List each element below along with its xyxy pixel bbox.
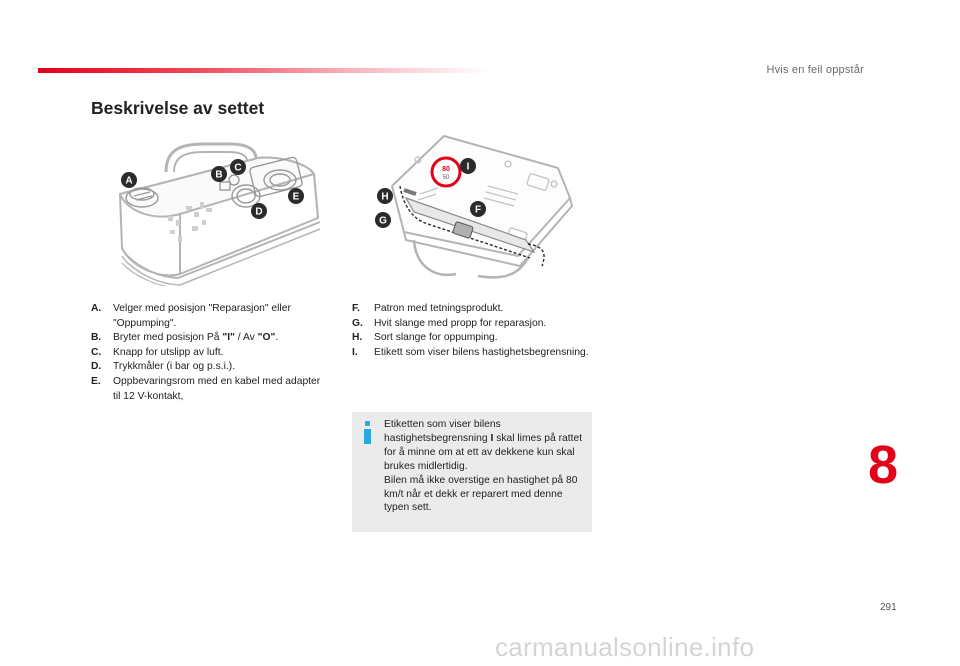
legend-key: I. <box>352 346 358 358</box>
legend-item-i <box>352 346 590 361</box>
legend-text: Knapp for utslipp av luft. <box>113 346 224 358</box>
info-text-second: Bilen må ikke overstige en hastighet på 80 km/t når et dekk er reparert med denne typen sett. <box>384 474 578 514</box>
legend-item-e <box>91 375 323 404</box>
legend-item-c <box>91 346 323 361</box>
section-header: Hvis en feil oppstår <box>766 64 864 76</box>
info-box <box>352 412 592 532</box>
legend-key: B. <box>91 332 102 344</box>
callout-d: D <box>255 206 263 218</box>
legend-key: G. <box>352 317 363 329</box>
legend-bold-off: "O" <box>257 332 276 344</box>
legend-text: Etikett som viser bilens hastighetsbegrensning. <box>374 346 589 358</box>
callout-a: A <box>125 175 133 187</box>
legend-bold-on: "I" <box>222 332 235 344</box>
legend-text: Sort slange for oppumping. <box>374 332 498 344</box>
page-title: Beskrivelse av settet <box>91 98 265 118</box>
info-text-part: Etiketten som viser bilens hastighetsbegrensning <box>384 419 501 444</box>
legend-text: Patron med tetningsprodukt. <box>374 303 504 314</box>
legend-key: E. <box>91 375 101 387</box>
kit-compressor-drawing <box>108 136 328 286</box>
page-number: 291 <box>880 602 897 613</box>
speed-label-bottom: 50 <box>442 175 450 181</box>
legend-text: Hvit slange med propp for reparasjon. <box>374 317 547 329</box>
legend-left <box>91 302 323 404</box>
legend-item-a <box>91 302 323 331</box>
legend-key: F. <box>352 303 361 314</box>
legend-text: Trykkmåler (i bar og p.s.i.). <box>113 361 236 373</box>
legend-key: D. <box>91 361 102 373</box>
legend-item-g <box>352 317 590 332</box>
speed-limit-label <box>432 158 460 186</box>
callout-b: B <box>215 169 223 181</box>
legend-right <box>352 302 590 360</box>
kit-underside-illustration <box>358 128 588 283</box>
legend-text <box>113 331 323 346</box>
legend-item-h <box>352 331 590 346</box>
legend-key: A. <box>91 303 102 314</box>
legend-text: Oppbevaringsrom med en kabel med adapter til 12 V-kontakt, <box>113 375 321 402</box>
callout-g: G <box>379 215 387 227</box>
info-bold: I <box>490 432 494 444</box>
legend-text-part: . <box>275 332 279 344</box>
top-accent-bar <box>38 68 488 73</box>
info-icon <box>363 421 373 445</box>
callout-f: F <box>474 204 482 216</box>
callout-e: E <box>292 191 300 203</box>
callout-i: I <box>466 161 470 173</box>
legend-item-d <box>91 360 323 375</box>
speed-label-top: 80 <box>442 166 450 173</box>
legend-item-f <box>352 302 590 317</box>
callout-h: H <box>381 191 389 203</box>
callout-c: C <box>234 162 242 174</box>
legend-text-part: Bryter med posisjon På <box>113 332 223 344</box>
kit-underside-drawing <box>358 128 588 283</box>
legend-item-b <box>91 331 323 346</box>
info-text-part: skal limes på rattet for å minne om at ett av dekkene kun skal brukes midlertidig. <box>384 432 583 472</box>
chapter-number: 8 <box>868 435 899 495</box>
kit-compressor-illustration <box>108 136 328 286</box>
legend-text-part: / Av <box>234 332 258 344</box>
legend-key: C. <box>91 346 102 358</box>
watermark: carmanualsonline.info <box>495 632 755 662</box>
info-text <box>384 418 584 515</box>
legend-key: H. <box>352 332 363 344</box>
legend-text: Velger med posisjon "Reparasjon" eller "Oppumping". <box>113 303 291 329</box>
